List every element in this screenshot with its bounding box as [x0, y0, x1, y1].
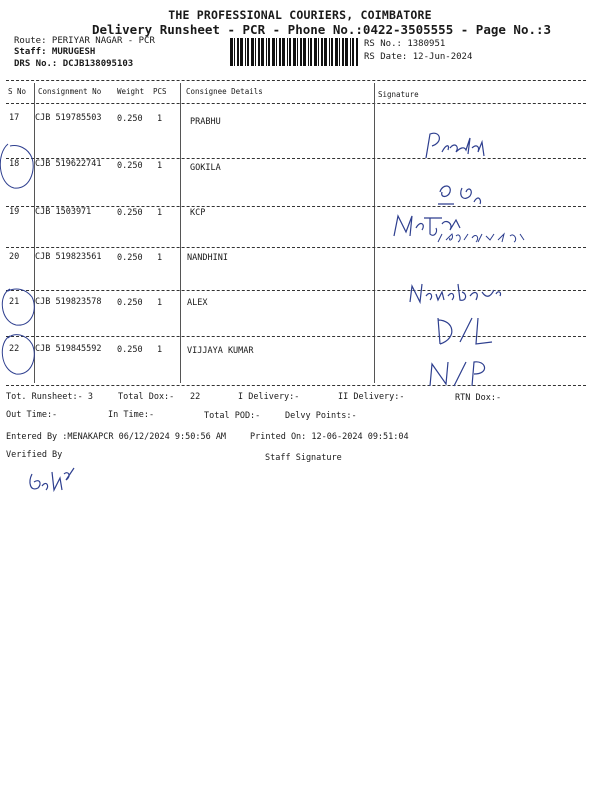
col-header-consignee: Consignee Details	[186, 87, 263, 96]
barcode-bar	[335, 38, 338, 66]
barcode-bar	[261, 38, 264, 66]
row-weight: 0.250	[117, 345, 143, 355]
row-pcs: 1	[157, 345, 163, 355]
signature-row-21	[430, 312, 500, 352]
row-consignment: CJB 519823561	[35, 252, 102, 262]
signature-row-22	[424, 356, 504, 392]
row-consignment: CJB 1503971	[35, 207, 92, 217]
row-consignee: ALEX	[187, 298, 208, 308]
row-consignment: CJB 519785503	[35, 113, 102, 123]
barcode-bar	[308, 38, 309, 66]
row-weight: 0.250	[117, 114, 143, 124]
barcode-bar	[234, 38, 235, 66]
col-header-consignment: Consignment No	[38, 87, 102, 96]
barcode-bar	[282, 38, 285, 66]
hand-circle-mark	[0, 330, 40, 378]
staff-label: Staff: MURUGESH	[14, 47, 96, 57]
tot-runsheet: Tot. Runsheet:- 3	[6, 392, 93, 402]
barcode-bar	[310, 38, 312, 66]
barcode-bar	[356, 38, 358, 66]
total-pod-label: Total POD:-	[204, 411, 261, 421]
row-consignment: CJB 519845592	[35, 344, 102, 354]
barcode-bar	[293, 38, 296, 66]
barcode-bar	[245, 38, 246, 66]
barcode-bar	[345, 38, 348, 66]
signature-row-20	[406, 278, 506, 308]
barcode-bar	[276, 38, 277, 66]
barcode-bar	[342, 38, 344, 66]
barcode-bar	[314, 38, 317, 66]
verified-signature	[24, 464, 80, 498]
company-name: THE PROFESSIONAL COURIERS, COIMBATORE	[168, 8, 432, 22]
runsheet-title: Delivery Runsheet - PCR - Phone No.:0422-3505555 - Page No.:3	[92, 22, 552, 37]
row-pcs: 1	[157, 298, 163, 308]
row-consignee: VIJJAYA KUMAR	[187, 346, 254, 356]
row-pcs: 1	[157, 114, 163, 124]
row-sno: 18	[9, 159, 20, 169]
entered-by: Entered By :MENAKAPCR 06/12/2024 9:50:56 AM	[6, 432, 227, 442]
row-consignee: PRABHU	[190, 117, 221, 127]
rs-date: RS Date: 12-Jun-2024	[364, 52, 473, 62]
barcode-bar	[352, 38, 354, 66]
barcode-bar	[324, 38, 327, 66]
barcode-bar	[289, 38, 291, 66]
rtn-dox-label: RTN Dox:-	[455, 393, 502, 403]
barcode-bar	[247, 38, 249, 66]
barcode-bar	[331, 38, 333, 66]
col-header-pcs: PCS	[153, 87, 167, 96]
barcode-bar	[240, 38, 243, 66]
barcode-bar	[321, 38, 323, 66]
row-sno: 19	[9, 207, 20, 217]
col-header-sno: S No	[8, 87, 27, 96]
row-weight: 0.250	[117, 253, 143, 263]
barcode-bar	[266, 38, 267, 66]
row-weight: 0.250	[117, 208, 143, 218]
row-consignee: KCP	[190, 208, 206, 218]
row-pcs: 1	[157, 208, 163, 218]
row-sno: 20	[9, 252, 20, 262]
col-header-signature: Signature	[378, 90, 419, 99]
barcode-bar	[339, 38, 340, 66]
row-divider	[6, 206, 586, 207]
out-time-label: Out Time:-	[6, 410, 58, 420]
printed-on: Printed On: 12-06-2024 09:51:04	[250, 432, 409, 442]
barcode-bar	[279, 38, 281, 66]
barcode-bar	[258, 38, 260, 66]
i-delivery-label: I Delivery:-	[238, 392, 300, 402]
row-sno: 17	[9, 113, 20, 123]
verified-by-label: Verified By	[6, 450, 63, 460]
rs-number: RS No.: 1380951	[364, 39, 446, 49]
barcode-bar	[237, 38, 239, 66]
barcode-bar	[318, 38, 319, 66]
barcode-bar	[303, 38, 306, 66]
in-time-label: In Time:-	[108, 410, 155, 420]
drs-number: DRS No.: DCJB138095103	[14, 59, 134, 69]
signature-row-18	[434, 178, 494, 210]
ii-delivery-label: II Delivery:-	[338, 392, 405, 402]
row-consignment: CJB 519622741	[35, 159, 102, 169]
total-dox-value: 22	[190, 392, 201, 402]
barcode-bar	[255, 38, 256, 66]
barcode-bar	[272, 38, 275, 66]
table-header-divider	[6, 103, 586, 104]
table-top-divider	[6, 80, 586, 81]
barcode-bar	[350, 38, 351, 66]
signature-row-17	[420, 128, 500, 164]
row-pcs: 1	[157, 253, 163, 263]
row-pcs: 1	[157, 161, 163, 171]
row-weight: 0.250	[117, 161, 143, 171]
hand-circle-mark	[0, 140, 40, 200]
barcode-bar	[251, 38, 254, 66]
row-sno: 22	[9, 344, 20, 354]
delvy-points-label: Delvy Points:-	[285, 411, 357, 421]
col-header-weight: Weight	[117, 87, 145, 96]
row-sno: 21	[9, 297, 20, 307]
row-weight: 0.250	[117, 298, 143, 308]
barcode-bar	[297, 38, 298, 66]
total-dox-label: Total Dox:-	[118, 392, 175, 402]
barcode-image	[230, 38, 358, 66]
column-divider	[180, 83, 181, 383]
row-consignee: GOKILA	[190, 163, 221, 173]
barcode-bar	[268, 38, 270, 66]
column-divider	[374, 83, 375, 383]
route-label: Route: PERIYAR NAGAR - PCR	[14, 36, 155, 46]
barcode-bar	[329, 38, 330, 66]
barcode-bar	[230, 38, 233, 66]
staff-signature-label: Staff Signature	[265, 453, 342, 463]
barcode-bar	[287, 38, 288, 66]
hand-circle-mark	[0, 285, 40, 330]
row-consignment: CJB 519823578	[35, 297, 102, 307]
row-consignee: NANDHINI	[187, 253, 228, 263]
signature-row-19	[390, 210, 540, 248]
barcode-bar	[300, 38, 302, 66]
